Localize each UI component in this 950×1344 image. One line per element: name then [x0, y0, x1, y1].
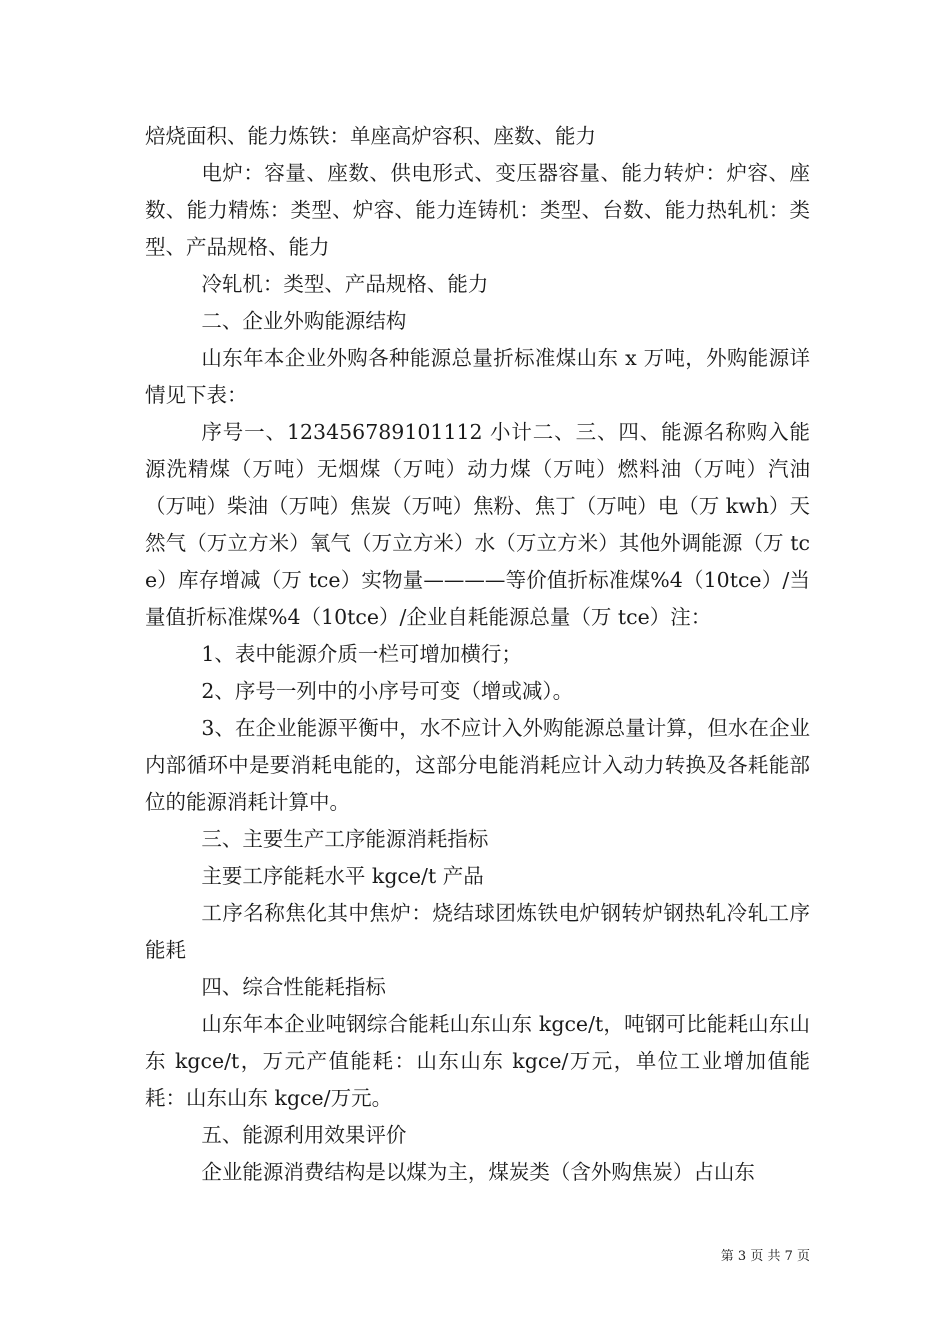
- paragraph: 电炉：容量、座数、供电形式、变压器容量、能力转炉：炉容、座数、能力精炼：类型、炉容、能力连铸机：类型、台数、能力热轧机：类型、产品规格、能力: [145, 161, 810, 259]
- paragraph: 冷轧机：类型、产品规格、能力: [201, 272, 489, 296]
- note-item: 2、序号一列中的小序号可变（增或减）。: [201, 679, 574, 703]
- paragraph: 山东年本企业吨钢综合能耗山东山东 kgce/t，吨钢可比能耗山东山东 kgce/t，万元产值能耗：山东山东 kgce/万元，单位工业增加值能耗：山东山东 kgce/万元。: [145, 1012, 810, 1110]
- note-item: 3、在企业能源平衡中，水不应计入外购能源总量计算，但水在企业内部循环中是要消耗电能的，这部分电能消耗应计入动力转换及各耗能部位的能源消耗计算中。: [145, 716, 810, 814]
- paragraph: 焙烧面积、能力炼铁：单座高炉容积、座数、能力: [145, 124, 596, 148]
- section-heading: 五、能源利用效果评价: [201, 1123, 407, 1147]
- paragraph: 序号一、123456789101112 小计二、三、四、能源名称购入能源洗精煤（万吨）无烟煤（万吨）动力煤（万吨）燃料油（万吨）汽油（万吨）柴油（万吨）焦炭（万吨）焦粉、焦丁（万吨）电（万 kwh）天然气（万立方米）氧气（万立方米）水（万立方米）其他外调能源（万 tce）库存增减（万 tce）实物量————等价值折标准煤%4（10tce）/当量值折标准煤%4（10tce）/企业自耗能源总量（万 tce）注：: [145, 420, 810, 629]
- section-heading: 二、企业外购能源结构: [201, 309, 407, 333]
- document-body: [145, 118, 810, 1191]
- section-heading: 四、综合性能耗指标: [201, 975, 386, 999]
- paragraph: 企业能源消费结构是以煤为主，煤炭类（含外购焦炭）占山东: [201, 1160, 755, 1184]
- paragraph: 工序名称焦化其中焦炉：烧结球团炼铁电炉钢转炉钢热轧冷轧工序能耗: [145, 901, 810, 962]
- paragraph: 主要工序能耗水平 kgce/t 产品: [201, 864, 484, 888]
- section-heading: 三、主要生产工序能源消耗指标: [201, 827, 489, 851]
- paragraph: 山东年本企业外购各种能源总量折标准煤山东 x 万吨，外购能源详情见下表：: [145, 346, 810, 407]
- page-number: 第 3 页 共 7 页: [720, 1249, 810, 1264]
- note-item: 1、表中能源介质一栏可增加横行；: [201, 642, 522, 666]
